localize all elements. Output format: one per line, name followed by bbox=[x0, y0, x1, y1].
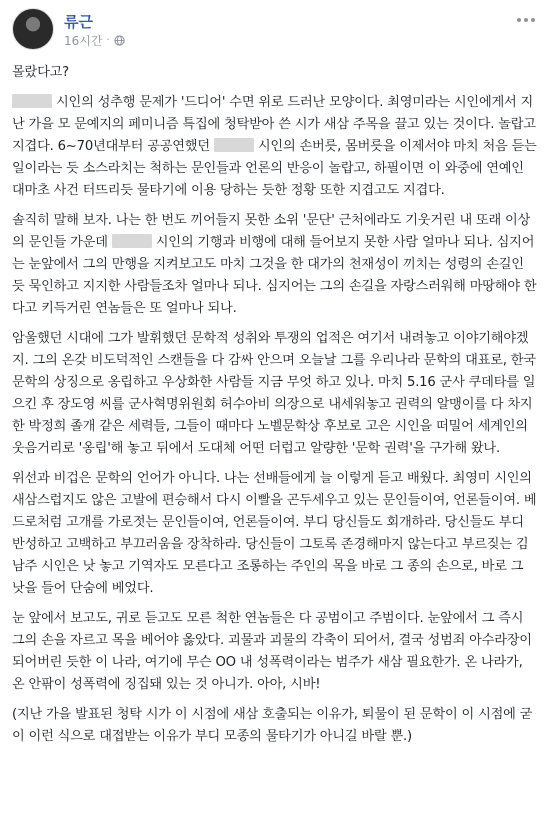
post-paragraph-7: (지난 가을 발표된 청탁 시가 이 시점에 새삼 호출되는 이유가, 퇴물이 된 문학이 이 시점에 굳이 이런 식으로 대접받는 이유가 부디 모종의 물타기가 아니길 바랄 뿐.) bbox=[12, 707, 533, 744]
post-paragraph-4: 암울했던 시대에 그가 발휘했던 문학적 성취와 투쟁의 업적은 여기서 내려놓고 이야기해야겠지. 그의 온갖 비도덕적인 스캔들을 다 감싸 안으며 오늘날 그를 우리나라 문학의 대표로, 한국문학의 상징으로 옹립하고 우상화한 사람들 지금 무엇 하고 있나. 마치 5.16 군사 쿠데타를 일으킨 후 장도영 씨를 군사혁명위원회 허수아비 의장으로 내세워놓고 권력의 알맹이를 다 차지한 박정희 졸개 같은 세력들, 그들이 때마다 노벨문학상 후보로 고은 시인을 떠밀어 세계인의 웃음거리로 '옹립'해 놓고 뒤에서 도대체 어떤 더럽고 알량한 '문학 권력'을 구가해 왔나. bbox=[12, 331, 536, 456]
post-paragraph-6: 눈 앞에서 보고도, 귀로 듣고도 모른 척한 연놈들은 다 공범이고 주범이다. 눈앞에서 그 즉시 그의 손을 자르고 목을 베어야 옳았다. 괴물과 괴물의 각축이 되어서, 결국 성범죄 아수라장이 되어버린 듯한 이 나라, 여기에 무슨 OO 내 성폭력이라는 범주가 새삼 필요한가. 온 나라가, 온 안팎이 성폭력에 징집돼 있는 것 아니가. 아아, 시바! bbox=[12, 611, 532, 692]
post-paragraph-2: 시인의 성추행 문제가 '드디어' 수면 위로 드러난 모양이다. 최영미라는 시인에게서 지난 가을 모 문예지의 페미니즘 특집에 청탁받아 쓴 시가 새삼 주목을 끌고 있는 것이다. 놀랍고 지겹다. 6~70년대부터 공공연했던 시인의 손버릇, 몸버릇을 이제서야 마치 처음 듣는 일이라는 듯 소스라치는 척하는 문인들과 언론의 반응이 놀랍고, 하필이면 이 와중에 연예인 대마초 사건 터뜨리듯 물타기에 이용 당하는 듯한 정황 또한 지겹고도 지겹다. bbox=[12, 95, 537, 198]
redacted-name bbox=[12, 94, 52, 108]
post-body bbox=[12, 62, 538, 756]
more-options-icon[interactable] bbox=[514, 12, 538, 28]
author-name[interactable]: 류근 bbox=[64, 13, 93, 31]
post-timestamp[interactable]: 16시간 bbox=[64, 34, 103, 48]
post-paragraph-5: 위선과 비겁은 문학의 언어가 아니다. 나는 선배들에게 늘 이렇게 듣고 배웠다. 최영미 시인의 새삼스럽지도 않은 고발에 편승해서 다시 이빨을 곤두세우고 있는 문인들이여, 언론들이여. 베드로처럼 고개를 가로젓는 문인들이여, 언론들이여. 부디 당신들도 회개하라. 당신들도 부디 반성하고 고백하고 부끄러움을 장착하라. 당신들이 그토록 존경해마지 않는다고 부르짖는 김남주 시인은 낫 놓고 기역자도 모른다고 조롱하는 주인의 목을 바로 그 종의 손으로, 바로 그 낫을 들어 단숨에 베었다. bbox=[12, 471, 537, 596]
post-meta bbox=[64, 32, 125, 49]
redacted-name bbox=[214, 138, 254, 152]
post-paragraph-3: 솔직히 말해 보자. 나는 한 번도 끼어들지 못한 소위 '문단' 근처에라도 기웃거린 내 또래 이상의 문인들 가운데 시인의 기행과 비행에 대해 들어보지 못한 사람 얼마나 되나. 심지어는 눈앞에서 그의 만행을 지켜보고도 마치 그것을 한 대가의 천재성이 끼치는 성령의 손길인 듯 묵인하고 지지한 사람들조차 얼마나 되나. 심지어는 그의 손길을 자랑스러워해 마땅해야 한다고 키득거린 연놈들은 또 얼마나 되나. bbox=[12, 213, 537, 316]
globe-icon bbox=[114, 35, 125, 46]
redacted-name bbox=[112, 234, 152, 248]
post-paragraph-1: 몰랐다고? bbox=[12, 65, 69, 80]
post-header bbox=[12, 8, 538, 52]
separator-dot: · bbox=[106, 35, 110, 46]
avatar[interactable] bbox=[12, 8, 54, 50]
